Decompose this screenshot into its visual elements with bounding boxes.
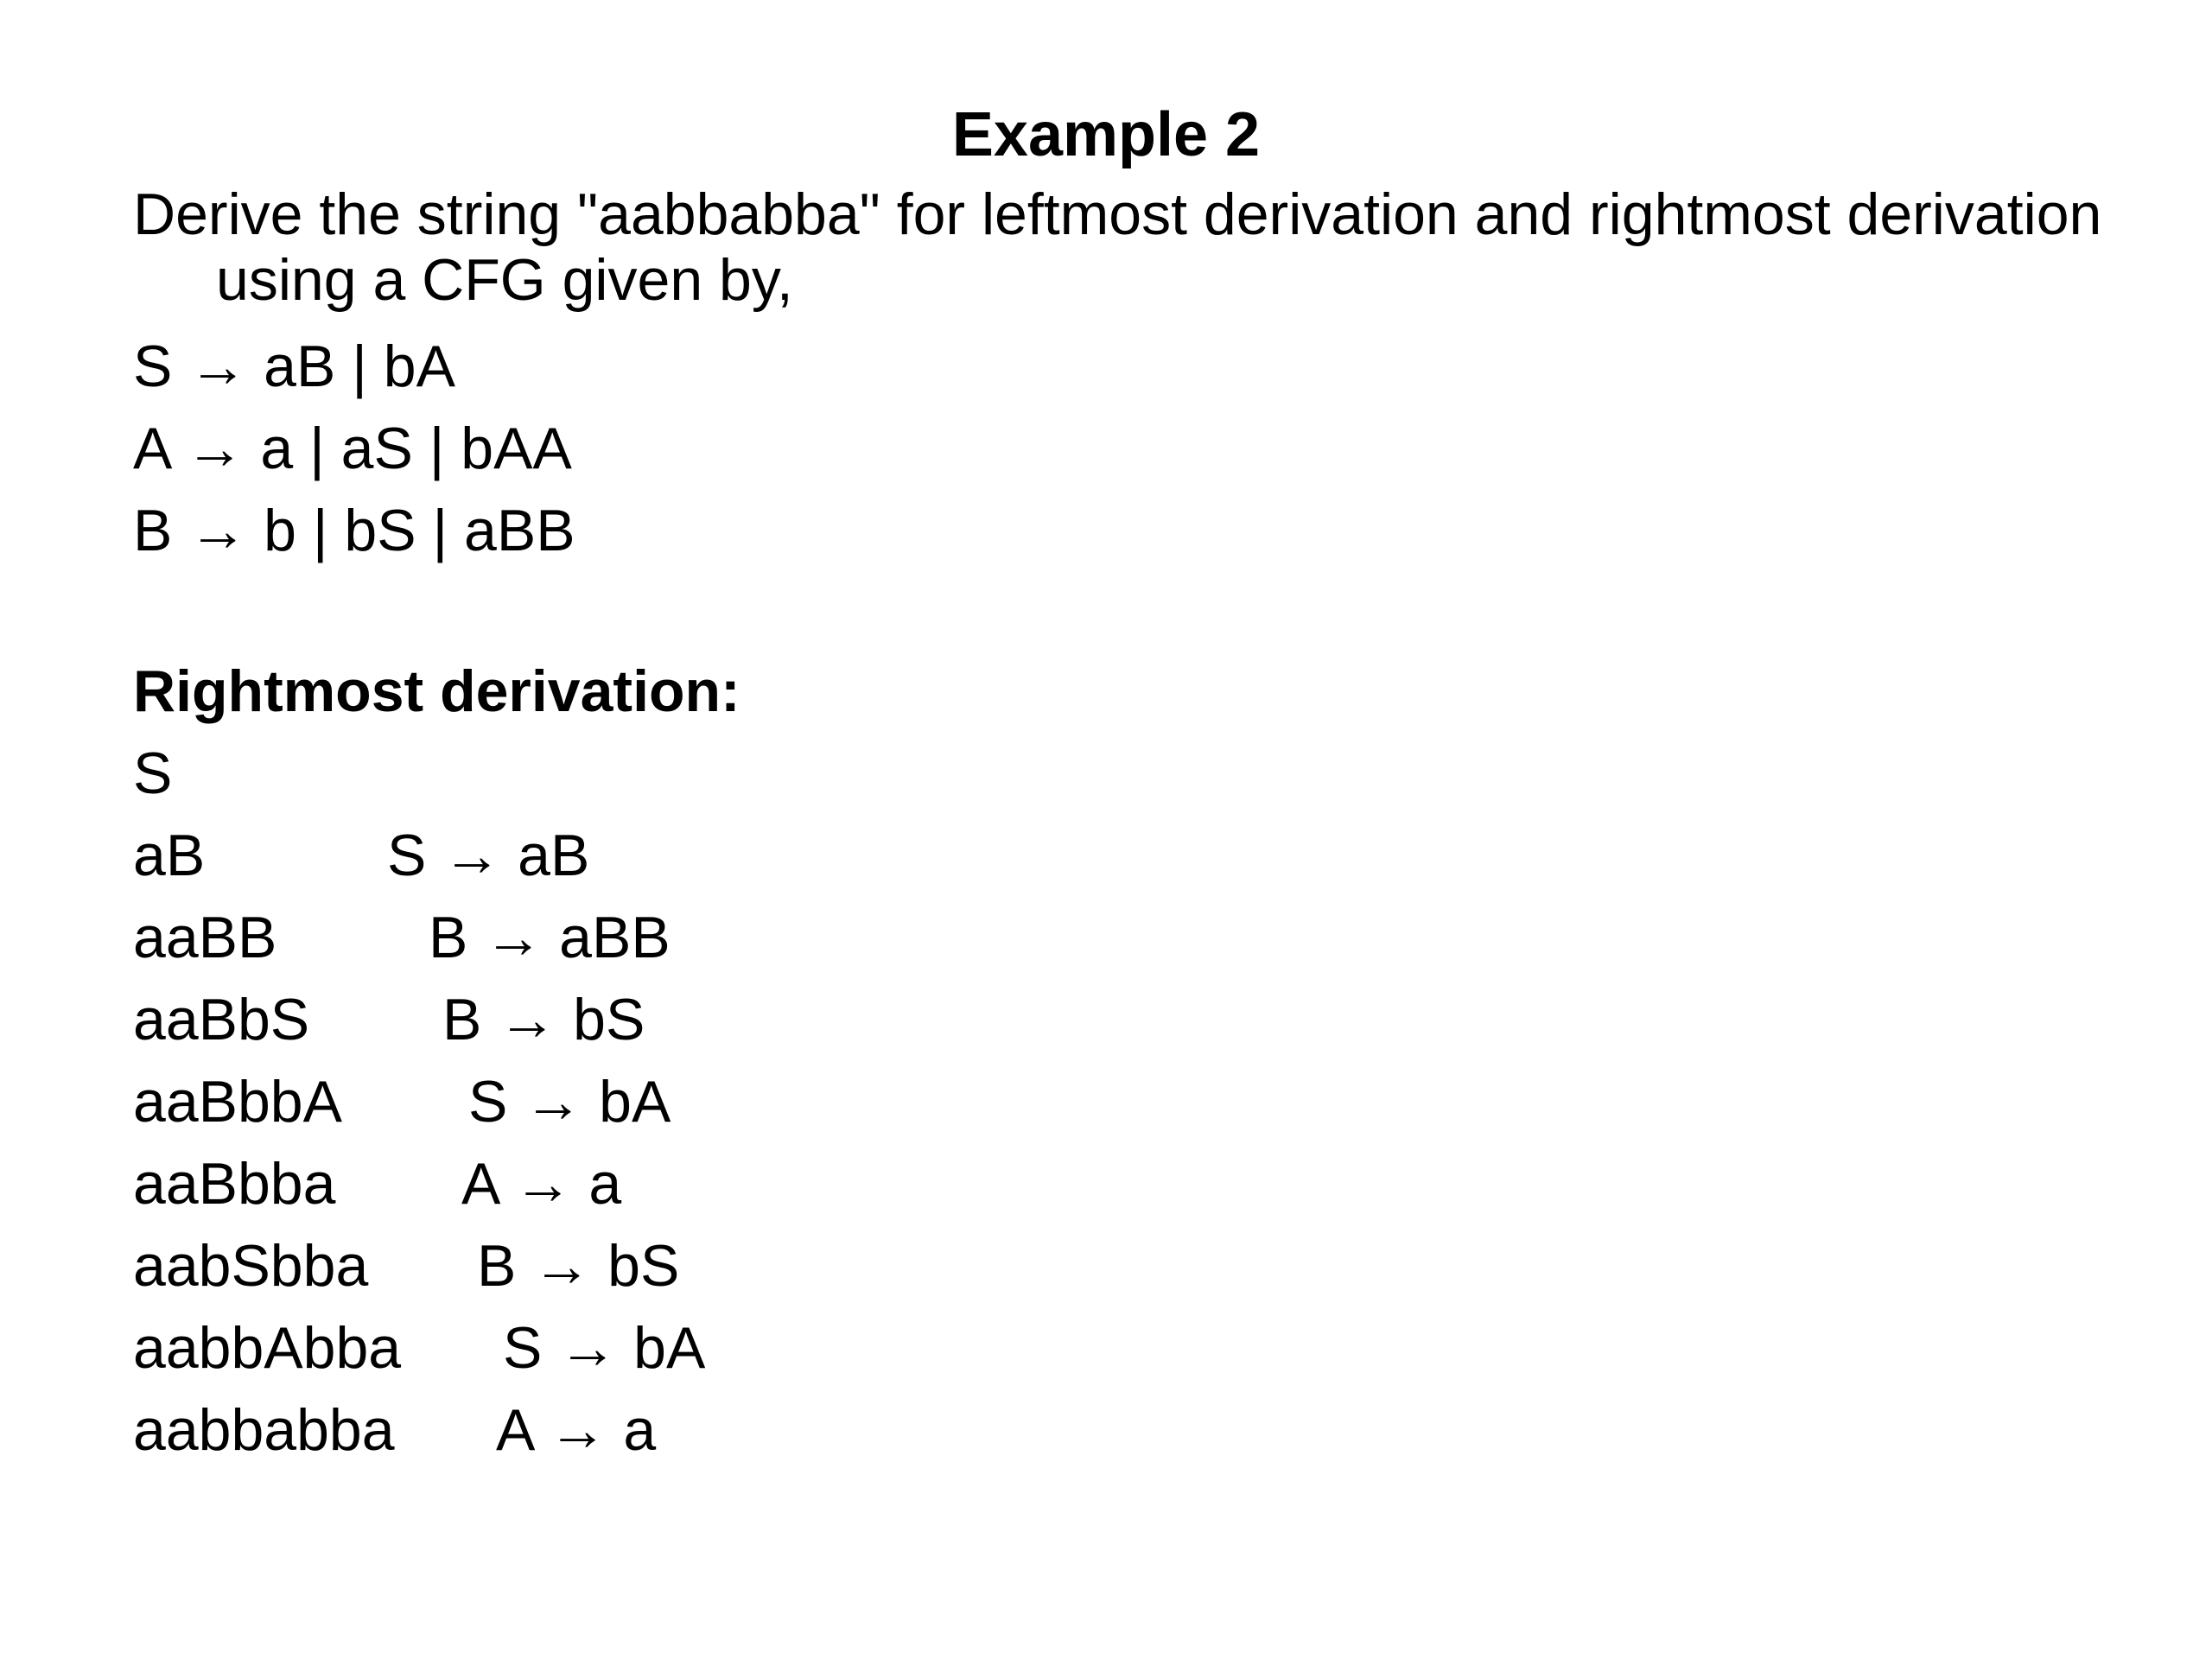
derivation-step-production: B → aBB [429, 905, 671, 970]
grammar-rule-a: A → a | aS | bAA [133, 416, 572, 481]
derivation-step-production: B → bS [477, 1233, 680, 1299]
derivation-step-form: aaBbS [133, 987, 310, 1052]
derivation-step-production: S → aB [387, 823, 590, 888]
question-text: Derive the string "aabbabba" for leftmost derivation and rightmost derivation using a CFG given by, [133, 181, 2102, 313]
derivation-step-form: aaBbba [133, 1151, 336, 1217]
derivation-step-production: S → bA [468, 1069, 671, 1135]
derivation-step-production: A → a [496, 1397, 657, 1463]
grammar-rule-s: S → aB | bA [133, 334, 455, 399]
grammar-rule-b: B → b | bS | aBB [133, 498, 575, 563]
derivation-step-production: S → bA [503, 1315, 706, 1381]
derivation-step-production: A → a [461, 1151, 622, 1217]
slide-title: Example 2 [951, 100, 1261, 169]
derivation-step-form: aabbabba [133, 1397, 395, 1463]
derivation-step-form: aaBbbA [133, 1069, 342, 1135]
rightmost-derivation-heading: Rightmost derivation: [133, 658, 741, 724]
derivation-step-form: aabSbba [133, 1233, 369, 1299]
derivation-step-production: B → bS [442, 987, 645, 1052]
derivation-step-form: S [133, 741, 173, 806]
derivation-step-form: aabbAbba [133, 1315, 402, 1381]
derivation-step-form: aB [133, 823, 206, 888]
derivation-step-form: aaBB [133, 905, 277, 970]
